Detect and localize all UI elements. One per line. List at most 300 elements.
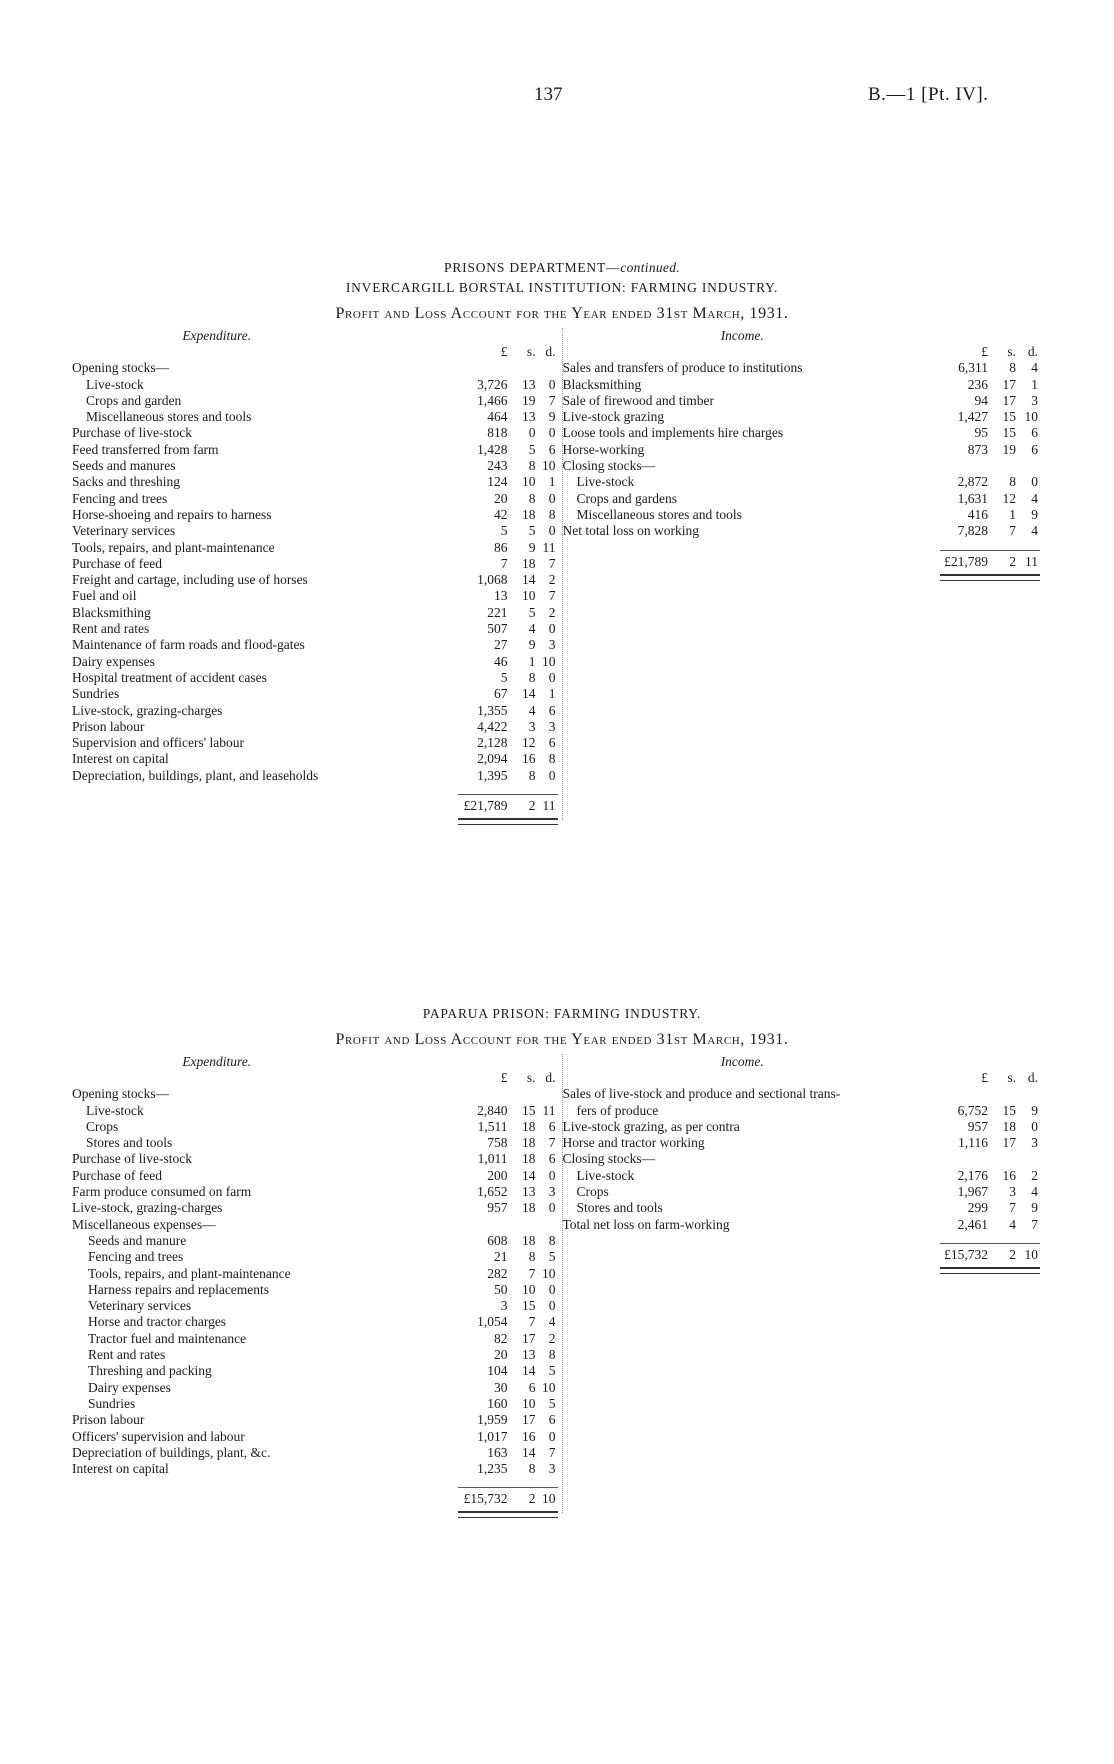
line-label: Sales of live-stock and produce and sectional trans- bbox=[562, 1086, 841, 1102]
amount-pence: 6 bbox=[1031, 425, 1038, 441]
pence-unit: d. bbox=[1027, 1070, 1038, 1085]
amount-shillings: 15 bbox=[1002, 1102, 1016, 1118]
account-line bbox=[72, 1266, 562, 1282]
account-line bbox=[563, 1184, 1053, 1200]
amount-shillings: 4 bbox=[528, 621, 536, 637]
line-label: Prison labour bbox=[72, 1412, 145, 1428]
account-line bbox=[72, 1347, 562, 1363]
amount-pounds: 758 bbox=[487, 1135, 508, 1151]
amount-shillings: 8 bbox=[1009, 360, 1016, 376]
account-line bbox=[72, 409, 562, 425]
amount-pounds: 5 bbox=[500, 669, 508, 685]
total-rule bbox=[458, 1487, 558, 1488]
amount-shillings: 8 bbox=[528, 490, 536, 506]
account-line bbox=[72, 523, 562, 539]
amount-pounds: 299 bbox=[967, 1200, 988, 1216]
account-line bbox=[72, 1233, 562, 1249]
total-row bbox=[563, 554, 1053, 576]
account-line bbox=[72, 556, 562, 572]
total-shillings: 2 bbox=[1009, 1246, 1016, 1262]
amount-pence: 6 bbox=[548, 1151, 556, 1167]
account-table bbox=[72, 1054, 1052, 1513]
amount-pence: 0 bbox=[548, 1428, 556, 1444]
line-label: Total net loss on farm-working bbox=[562, 1216, 730, 1232]
amount-pence: 7 bbox=[548, 392, 556, 408]
account-line bbox=[72, 572, 562, 588]
amount-pence: 4 bbox=[1031, 490, 1038, 506]
total-double-rule bbox=[458, 818, 558, 825]
amount-pounds: 95 bbox=[974, 425, 988, 441]
amount-pounds: 957 bbox=[487, 1200, 508, 1216]
amount-pence: 9 bbox=[1031, 1200, 1038, 1216]
account-line bbox=[72, 1363, 562, 1379]
amount-pounds: 163 bbox=[487, 1444, 508, 1460]
line-label: Horse-working bbox=[562, 441, 645, 457]
amount-pounds: 94 bbox=[974, 392, 988, 408]
pounds-unit: £ bbox=[981, 344, 988, 359]
account-line bbox=[563, 1168, 1053, 1184]
line-label: Veterinary services bbox=[88, 1298, 192, 1314]
amount-shillings: 17 bbox=[522, 1330, 536, 1346]
line-label: Miscellaneous expenses— bbox=[72, 1216, 216, 1232]
account-line bbox=[563, 409, 1053, 425]
line-label: Fuel and oil bbox=[72, 588, 137, 604]
amount-pounds: 1,011 bbox=[477, 1151, 508, 1167]
amount-shillings: 17 bbox=[1002, 392, 1016, 408]
institution-heading: INVERCARGILL BORSTAL INSTITUTION: FARMING INDUSTRY. bbox=[345, 280, 779, 295]
amount-pounds: 6,752 bbox=[957, 1102, 988, 1118]
amount-pounds: 86 bbox=[494, 539, 508, 555]
expenditure-column bbox=[72, 328, 562, 820]
account-title: Profit and Loss Account for the Year ended 31st March, 1931. bbox=[335, 1031, 789, 1048]
line-label: fers of produce bbox=[576, 1102, 659, 1118]
line-label: Sundries bbox=[72, 686, 120, 702]
amount-pence: 2 bbox=[548, 1330, 556, 1346]
amount-pence: 0 bbox=[548, 1298, 556, 1314]
amount-pounds: 1,235 bbox=[477, 1461, 508, 1477]
amount-pounds: 957 bbox=[967, 1118, 988, 1134]
amount-shillings: 6 bbox=[528, 1379, 536, 1395]
amount-pounds: 1,017 bbox=[477, 1428, 508, 1444]
line-label: Sundries bbox=[88, 1395, 136, 1411]
amount-shillings: 18 bbox=[522, 1118, 536, 1134]
line-label: Live-stock bbox=[576, 1167, 635, 1183]
amount-shillings: 12 bbox=[1002, 490, 1016, 506]
amount-pence: 3 bbox=[548, 718, 556, 734]
line-label: Fencing and trees bbox=[72, 490, 168, 506]
income-heading: Income. bbox=[720, 1054, 764, 1069]
amount-pence: 1 bbox=[1031, 376, 1038, 392]
currency-units-row bbox=[72, 344, 562, 360]
line-label: Depreciation of buildings, plant, &c. bbox=[72, 1444, 271, 1460]
line-label: Sale of firewood and timber bbox=[562, 392, 714, 408]
account-line bbox=[563, 507, 1053, 523]
amount-shillings: 3 bbox=[1009, 1184, 1016, 1200]
account-line bbox=[72, 588, 562, 604]
amount-pounds: 6,311 bbox=[958, 360, 988, 376]
amount-pence: 3 bbox=[548, 637, 556, 653]
amount-pounds: 1,395 bbox=[477, 767, 508, 783]
line-label: Miscellaneous stores and tools bbox=[86, 409, 252, 425]
currency-units-row bbox=[563, 1070, 1053, 1086]
amount-shillings: 10 bbox=[522, 1281, 536, 1297]
line-label: Crops bbox=[86, 1118, 119, 1134]
account-line bbox=[563, 1200, 1053, 1216]
line-label: Live-stock bbox=[86, 376, 144, 392]
amount-shillings: 8 bbox=[528, 1249, 536, 1265]
amount-pence: 6 bbox=[548, 1412, 556, 1428]
amount-pounds: 50 bbox=[494, 1281, 508, 1297]
account-line bbox=[72, 1380, 562, 1396]
department-continued: continued. bbox=[620, 260, 680, 275]
amount-pounds: 2,840 bbox=[477, 1102, 508, 1118]
line-label: Freight and cartage, including use of horses bbox=[72, 572, 308, 588]
amount-pounds: 2,872 bbox=[957, 474, 988, 490]
amount-pence: 0 bbox=[548, 621, 556, 637]
amount-pounds: 46 bbox=[494, 653, 508, 669]
expenditure-column bbox=[72, 1054, 562, 1513]
amount-pounds: 1,466 bbox=[477, 392, 508, 408]
total-pence: 10 bbox=[542, 1491, 556, 1507]
line-label: Blacksmithing bbox=[562, 376, 642, 392]
amount-pounds: 1,116 bbox=[958, 1135, 988, 1151]
amount-shillings: 7 bbox=[528, 1314, 536, 1330]
amount-shillings: 10 bbox=[522, 1395, 536, 1411]
amount-shillings: 18 bbox=[522, 1232, 536, 1248]
account-line bbox=[72, 768, 562, 784]
amount-pounds: 1,511 bbox=[477, 1118, 508, 1134]
amount-pence: 2 bbox=[548, 572, 556, 588]
amount-shillings: 5 bbox=[528, 441, 536, 457]
amount-shillings: 5 bbox=[528, 604, 536, 620]
line-label: Purchase of feed bbox=[72, 1167, 162, 1183]
line-label: Stores and tools bbox=[576, 1200, 663, 1216]
total-shillings: 2 bbox=[1009, 553, 1016, 569]
amount-shillings: 15 bbox=[522, 1102, 536, 1118]
account-line bbox=[72, 1314, 562, 1330]
account-line bbox=[72, 360, 562, 376]
account-line bbox=[72, 735, 562, 751]
amount-pence: 7 bbox=[548, 1135, 556, 1151]
total-shillings: 2 bbox=[528, 1491, 536, 1507]
amount-pounds: 4,422 bbox=[477, 718, 508, 734]
total-shillings: 2 bbox=[528, 798, 536, 814]
amount-shillings: 7 bbox=[1009, 1200, 1016, 1216]
amount-shillings: 3 bbox=[528, 718, 536, 734]
amount-shillings: 8 bbox=[528, 669, 536, 685]
amount-shillings: 8 bbox=[528, 1461, 536, 1477]
amount-shillings: 15 bbox=[1002, 409, 1016, 425]
amount-shillings: 18 bbox=[522, 506, 536, 522]
account-line bbox=[563, 1086, 1053, 1102]
amount-shillings: 16 bbox=[522, 751, 536, 767]
account-line bbox=[563, 1217, 1053, 1233]
account-line bbox=[72, 637, 562, 653]
pounds-unit: £ bbox=[500, 344, 508, 359]
expenditure-heading: Expenditure. bbox=[182, 1054, 252, 1069]
account-line bbox=[72, 540, 562, 556]
amount-shillings: 17 bbox=[522, 1412, 536, 1428]
amount-pence: 0 bbox=[548, 523, 556, 539]
amount-pence: 8 bbox=[548, 1347, 556, 1363]
amount-pence: 8 bbox=[548, 506, 556, 522]
account-line bbox=[563, 1151, 1053, 1167]
account-line bbox=[563, 474, 1053, 490]
amount-shillings: 18 bbox=[1002, 1118, 1016, 1134]
income-column bbox=[562, 1054, 1053, 1513]
amount-pounds: 20 bbox=[494, 1347, 508, 1363]
amount-pence: 4 bbox=[1031, 523, 1038, 539]
account-line bbox=[72, 719, 562, 735]
line-label: Sacks and threshing bbox=[72, 474, 180, 490]
account-line bbox=[72, 1445, 562, 1461]
line-label: Crops bbox=[576, 1184, 609, 1200]
account-line bbox=[72, 377, 562, 393]
amount-shillings: 19 bbox=[1002, 441, 1016, 457]
amount-pence: 0 bbox=[548, 1200, 556, 1216]
amount-pence: 0 bbox=[548, 1167, 556, 1183]
line-label: Depreciation, buildings, plant, and leaseholds bbox=[72, 767, 319, 783]
amount-shillings: 18 bbox=[522, 555, 536, 571]
account-line bbox=[72, 1135, 562, 1151]
amount-pence: 0 bbox=[548, 669, 556, 685]
total-rule bbox=[940, 1243, 1040, 1244]
account-line bbox=[72, 491, 562, 507]
amount-pence: 2 bbox=[1031, 1167, 1038, 1183]
amount-shillings: 13 bbox=[522, 409, 536, 425]
amount-pence: 3 bbox=[548, 1184, 556, 1200]
amount-pence: 9 bbox=[548, 409, 556, 425]
account-line bbox=[72, 1396, 562, 1412]
amount-pounds: 1,427 bbox=[957, 409, 988, 425]
amount-pence: 8 bbox=[548, 1232, 556, 1248]
total-pence: 11 bbox=[1025, 553, 1038, 569]
amount-pence: 0 bbox=[1031, 1118, 1038, 1134]
amount-pence: 9 bbox=[1031, 506, 1038, 522]
line-label: Seeds and manure bbox=[88, 1232, 187, 1248]
amount-shillings: 1 bbox=[1009, 506, 1016, 522]
amount-pounds: 1,054 bbox=[477, 1314, 508, 1330]
line-label: Loose tools and implements hire charges bbox=[562, 425, 784, 441]
line-label: Live-stock grazing bbox=[562, 409, 665, 425]
pounds-unit: £ bbox=[500, 1070, 508, 1085]
amount-pounds: 416 bbox=[967, 506, 988, 522]
amount-shillings: 18 bbox=[522, 1151, 536, 1167]
amount-pence: 3 bbox=[548, 1461, 556, 1477]
account-line bbox=[72, 1412, 562, 1428]
total-double-rule bbox=[940, 1267, 1040, 1274]
amount-pounds: 1,959 bbox=[477, 1412, 508, 1428]
amount-pounds: 124 bbox=[487, 474, 508, 490]
amount-shillings: 7 bbox=[1009, 523, 1016, 539]
amount-shillings: 10 bbox=[522, 588, 536, 604]
amount-pounds: 3,726 bbox=[477, 376, 508, 392]
amount-pence: 0 bbox=[1031, 474, 1038, 490]
amount-pence: 10 bbox=[1024, 409, 1038, 425]
line-label: Crops and gardens bbox=[576, 490, 677, 506]
account-line bbox=[563, 1103, 1053, 1119]
total-row bbox=[563, 1247, 1053, 1269]
amount-pounds: 1,355 bbox=[477, 702, 508, 718]
account-table bbox=[72, 328, 1052, 820]
amount-shillings: 19 bbox=[522, 392, 536, 408]
account-line bbox=[72, 703, 562, 719]
amount-pence: 11 bbox=[542, 1102, 556, 1118]
currency-units-row bbox=[72, 1070, 562, 1086]
account-line bbox=[72, 605, 562, 621]
amount-shillings: 14 bbox=[522, 572, 536, 588]
line-label: Stores and tools bbox=[86, 1135, 173, 1151]
account-line bbox=[563, 442, 1053, 458]
amount-shillings: 15 bbox=[522, 1298, 536, 1314]
amount-pounds: 67 bbox=[494, 686, 508, 702]
pence-unit: d. bbox=[1027, 344, 1038, 359]
account-line bbox=[72, 1086, 562, 1102]
amount-pence: 1 bbox=[548, 686, 556, 702]
line-label: Purchase of live-stock bbox=[72, 1151, 192, 1167]
line-label: Crops and garden bbox=[86, 392, 182, 408]
amount-pence: 5 bbox=[548, 1249, 556, 1265]
account-line bbox=[72, 1331, 562, 1347]
line-label: Fencing and trees bbox=[88, 1249, 184, 1265]
amount-pence: 9 bbox=[1031, 1102, 1038, 1118]
amount-shillings: 5 bbox=[528, 523, 536, 539]
total-rule bbox=[458, 794, 558, 795]
line-label: Purchase of live-stock bbox=[72, 425, 192, 441]
amount-pence: 7 bbox=[1031, 1216, 1038, 1232]
amount-shillings: 8 bbox=[528, 458, 536, 474]
amount-pounds: 1,652 bbox=[477, 1184, 508, 1200]
amount-shillings: 10 bbox=[522, 474, 536, 490]
account-line bbox=[72, 1119, 562, 1135]
amount-pounds: 1,967 bbox=[957, 1184, 988, 1200]
line-label: Officers' supervision and labour bbox=[72, 1428, 245, 1444]
line-label: Dairy expenses bbox=[88, 1379, 171, 1395]
shillings-unit: s. bbox=[1007, 344, 1016, 359]
amount-shillings: 4 bbox=[1009, 1216, 1016, 1232]
line-label: Maintenance of farm roads and flood-gates bbox=[72, 637, 305, 653]
account-line bbox=[72, 1298, 562, 1314]
amount-pence: 10 bbox=[542, 1379, 556, 1395]
line-label: Feed transferred from farm bbox=[72, 441, 219, 457]
line-label: Dairy expenses bbox=[72, 653, 155, 669]
account-line bbox=[563, 491, 1053, 507]
total-row bbox=[72, 1491, 562, 1513]
amount-pence: 5 bbox=[548, 1395, 556, 1411]
account-line bbox=[563, 377, 1053, 393]
amount-pence: 10 bbox=[542, 1265, 556, 1281]
income-column bbox=[562, 328, 1053, 820]
line-label: Farm produce consumed on farm bbox=[72, 1184, 252, 1200]
account-line bbox=[563, 458, 1053, 474]
amount-shillings: 13 bbox=[522, 376, 536, 392]
line-label: Horse-shoeing and repairs to harness bbox=[72, 506, 272, 522]
amount-pounds: 42 bbox=[494, 506, 508, 522]
pounds-unit: £ bbox=[981, 1070, 988, 1085]
account-line bbox=[72, 621, 562, 637]
amount-shillings: 14 bbox=[522, 686, 536, 702]
amount-pence: 7 bbox=[548, 1444, 556, 1460]
amount-shillings: 7 bbox=[528, 1265, 536, 1281]
total-double-rule bbox=[458, 1511, 558, 1518]
line-label: Sales and transfers of produce to institutions bbox=[562, 360, 803, 376]
line-label: Supervision and officers' labour bbox=[72, 735, 245, 751]
shillings-unit: s. bbox=[1007, 1070, 1016, 1085]
line-label: Miscellaneous stores and tools bbox=[576, 506, 742, 522]
account-line bbox=[72, 670, 562, 686]
total-pence: 10 bbox=[1024, 1246, 1038, 1262]
amount-pence: 2 bbox=[548, 604, 556, 620]
amount-shillings: 18 bbox=[522, 1200, 536, 1216]
line-label: Tractor fuel and maintenance bbox=[88, 1330, 247, 1346]
line-label: Tools, repairs, and plant-maintenance bbox=[72, 539, 275, 555]
amount-pence: 4 bbox=[1031, 1184, 1038, 1200]
department-name: PRISONS DEPARTMENT— bbox=[444, 260, 621, 275]
amount-pounds: 20 bbox=[494, 490, 508, 506]
amount-shillings: 16 bbox=[522, 1428, 536, 1444]
line-label: Net total loss on working bbox=[562, 523, 699, 539]
pence-unit: d. bbox=[545, 344, 556, 359]
amount-pence: 4 bbox=[548, 1314, 556, 1330]
amount-pence: 0 bbox=[548, 425, 556, 441]
amount-pounds: 27 bbox=[494, 637, 508, 653]
amount-pence: 6 bbox=[1031, 441, 1038, 457]
account-line bbox=[72, 751, 562, 767]
amount-pence: 7 bbox=[548, 588, 556, 604]
account-line bbox=[72, 1429, 562, 1445]
line-label: Live-stock bbox=[576, 474, 635, 490]
account-line bbox=[563, 1119, 1053, 1135]
line-label: Closing stocks— bbox=[562, 458, 656, 474]
line-label: Tools, repairs, and plant-maintenance bbox=[88, 1265, 291, 1281]
page-header bbox=[0, 84, 1114, 114]
amount-pounds: 2,094 bbox=[477, 751, 508, 767]
line-label: Live-stock bbox=[86, 1102, 144, 1118]
amount-pounds: 608 bbox=[487, 1232, 508, 1248]
account-line bbox=[563, 425, 1053, 441]
amount-pounds: 221 bbox=[487, 604, 508, 620]
amount-shillings: 8 bbox=[528, 767, 536, 783]
account-line bbox=[72, 1249, 562, 1265]
amount-pounds: 200 bbox=[487, 1167, 508, 1183]
amount-pence: 0 bbox=[548, 1281, 556, 1297]
line-label: Live-stock, grazing-charges bbox=[72, 1200, 223, 1216]
amount-pounds: 5 bbox=[500, 523, 508, 539]
shillings-unit: s. bbox=[526, 1070, 536, 1085]
total-pounds: £15,732 bbox=[944, 1246, 988, 1262]
amount-shillings: 13 bbox=[522, 1347, 536, 1363]
line-label: Interest on capital bbox=[72, 1461, 169, 1477]
line-label: Veterinary services bbox=[72, 523, 176, 539]
amount-shillings: 17 bbox=[1002, 376, 1016, 392]
amount-shillings: 14 bbox=[522, 1363, 536, 1379]
account-title: Profit and Loss Account for the Year ended 31st March, 1931. bbox=[335, 305, 789, 322]
amount-pounds: 160 bbox=[487, 1395, 508, 1411]
amount-pence: 6 bbox=[548, 702, 556, 718]
amount-shillings: 17 bbox=[1002, 1135, 1016, 1151]
line-label: Threshing and packing bbox=[88, 1363, 212, 1379]
account-line bbox=[72, 393, 562, 409]
line-label: Horse and tractor working bbox=[562, 1135, 705, 1151]
line-label: Closing stocks— bbox=[562, 1151, 656, 1167]
account-line bbox=[72, 458, 562, 474]
expenditure-heading: Expenditure. bbox=[182, 328, 252, 343]
amount-shillings: 9 bbox=[528, 637, 536, 653]
amount-pounds: 282 bbox=[487, 1265, 508, 1281]
amount-pounds: 13 bbox=[494, 588, 508, 604]
amount-shillings: 18 bbox=[522, 1135, 536, 1151]
amount-pounds: 243 bbox=[487, 458, 508, 474]
